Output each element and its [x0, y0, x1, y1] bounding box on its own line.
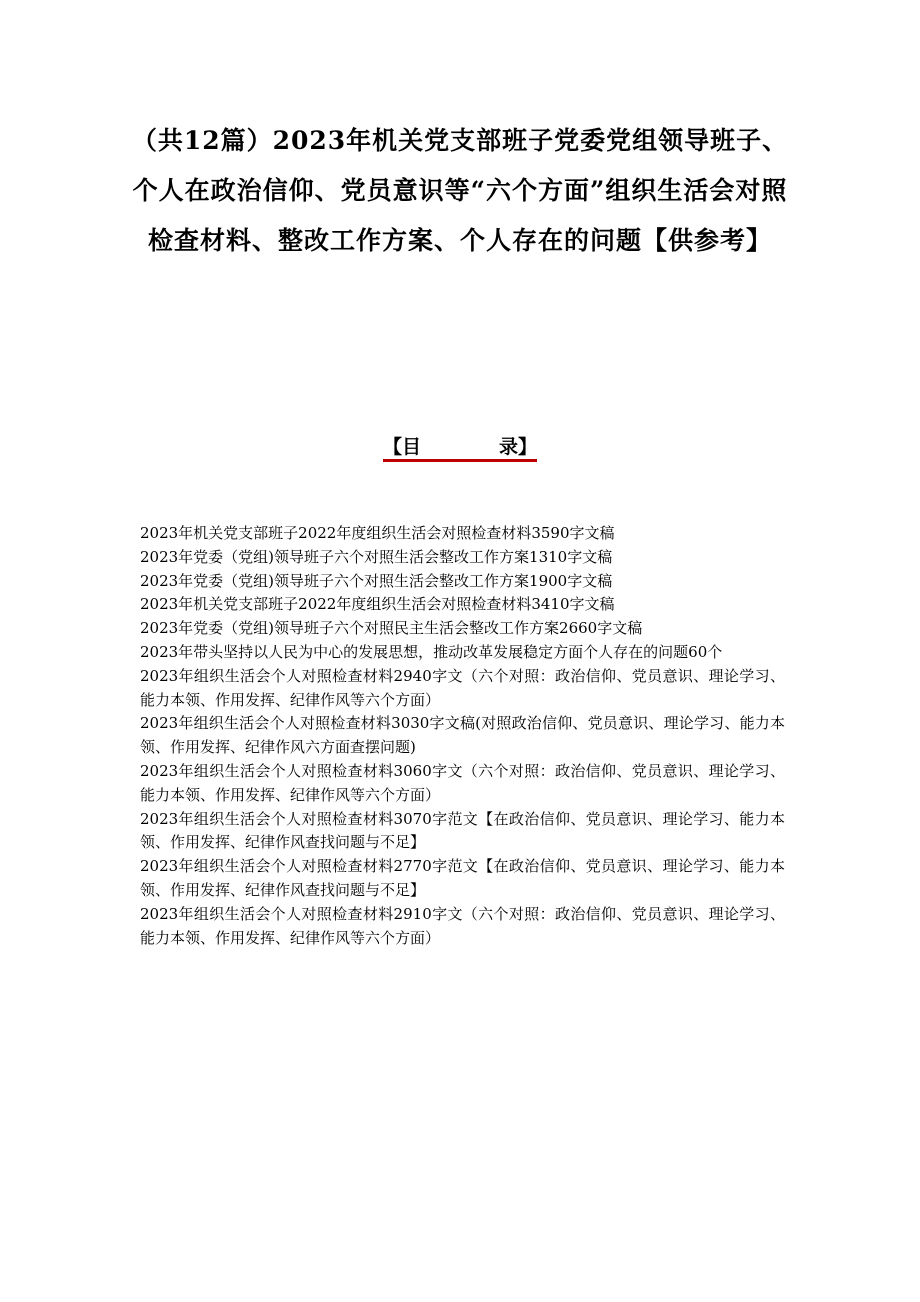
toc-list — [140, 522, 785, 950]
toc-item-5[interactable]: 2023年党委（党组)领导班子六个对照民主生活会整改工作方案2660字文稿 — [140, 619, 643, 638]
toc-item-12[interactable]: 2023年组织生活会个人对照检查材料2910字文（六个对照：政治信仰、党员意识、理论学习、能力本领、作用发挥、纪律作风等六个方面） — [140, 904, 785, 947]
toc-heading-right: 录】 — [498, 436, 537, 458]
toc-item-2[interactable]: 2023年党委（党组)领导班子六个对照生活会整改工作方案1310字文稿 — [140, 547, 613, 566]
toc-heading-left: 【目 — [383, 436, 422, 458]
toc-item-6[interactable]: 2023年带头坚持以人民为中心的发展思想，推动改革发展稳定方面个人存在的问题60个 — [140, 642, 723, 661]
toc-item-11[interactable]: 2023年组织生活会个人对照检查材料2770字范文【在政治信仰、党员意识、理论学习、能力本领、作用发挥、纪律作风查找问题与不足】 — [140, 857, 785, 899]
toc-item-1[interactable]: 2023年机关党支部班子2022年度组织生活会对照检查材料3590字文稿 — [140, 524, 615, 542]
toc-heading — [383, 434, 537, 462]
toc-item-3[interactable]: 2023年党委（党组)领导班子六个对照生活会整改工作方案1900字文稿 — [140, 571, 613, 590]
toc-item-4[interactable]: 2023年机关党支部班子2022年度组织生活会对照检查材料3410字文稿 — [140, 595, 615, 614]
document-title: （共12篇）2023年机关党支部班子党委党组领导班子、个人在政治信仰、党员意识等“六个方面”组织生活会对照检查材料、整改工作方案、个人存在的问题【供参考】 — [131, 126, 789, 255]
toc-item-7[interactable]: 2023年组织生活会个人对照检查材料2940字文（六个对照：政治信仰、党员意识、理论学习、能力本领、作用发挥、纪律作风等六个方面） — [140, 666, 785, 709]
toc-item-10[interactable]: 2023年组织生活会个人对照检查材料3070字范文【在政治信仰、党员意识、理论学习、能力本领、作用发挥、纪律作风查找问题与不足】 — [140, 809, 785, 852]
toc-item-9[interactable]: 2023年组织生活会个人对照检查材料3060字文（六个对照：政治信仰、党员意识、理论学习、能力本领、作用发挥、纪律作风等六个方面） — [140, 761, 785, 804]
toc-item-8[interactable]: 2023年组织生活会个人对照检查材料3030字文稿(对照政治信仰、党员意识、理论学习、能力本领、作用发挥、纪律作风六方面查摆问题) — [140, 714, 785, 757]
